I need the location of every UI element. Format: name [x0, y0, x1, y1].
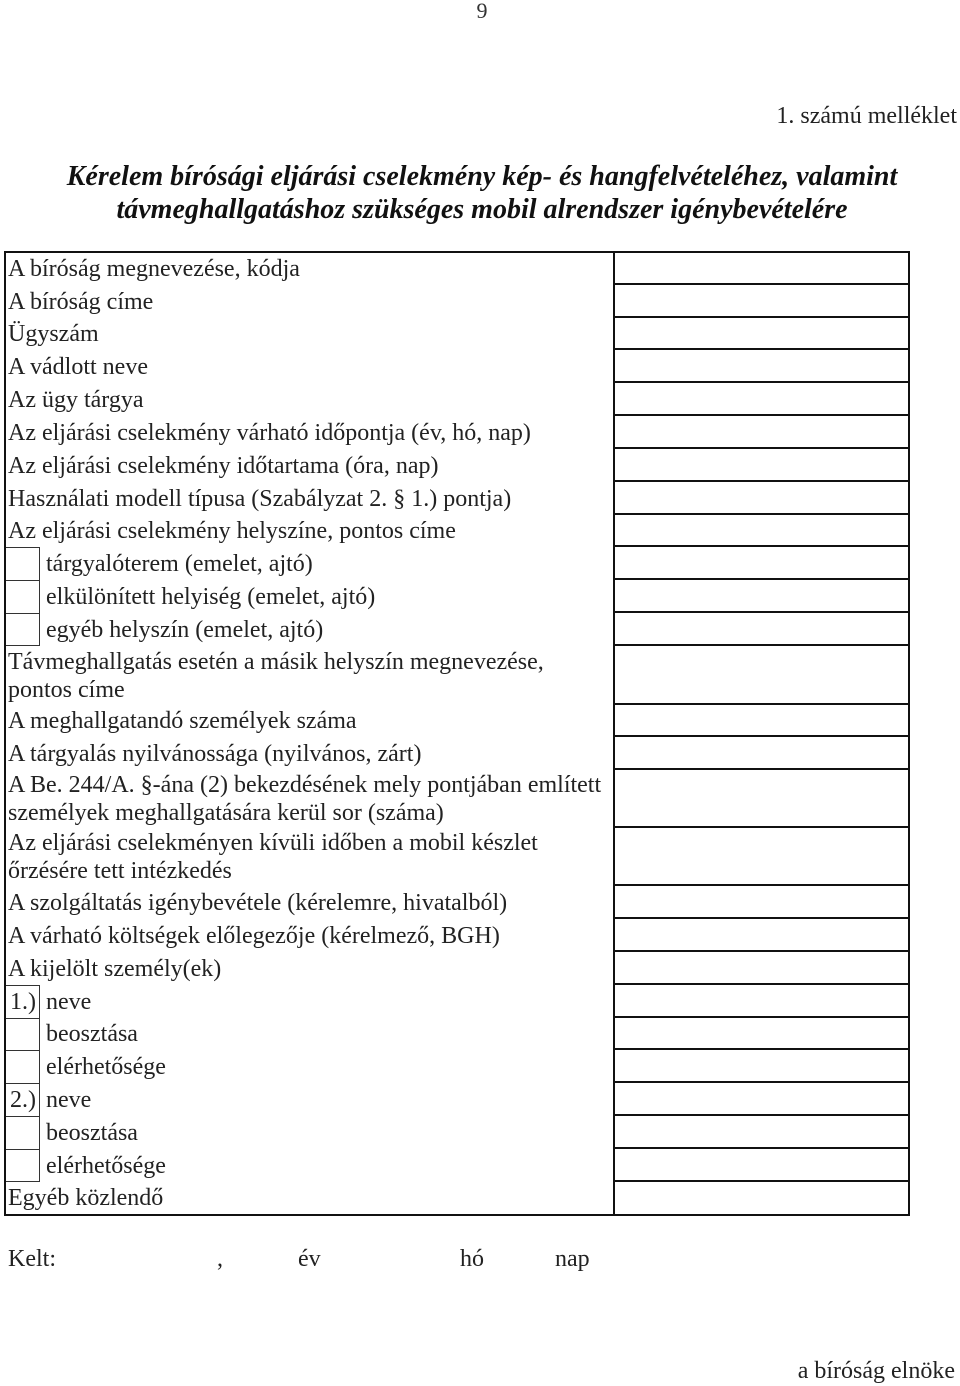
person-2-name-field[interactable] [613, 1083, 908, 1116]
designated-persons-label: A kijelölt személy(ek) [8, 955, 222, 982]
person-1-contact-label: elérhetősége [46, 1053, 166, 1080]
location-option [6, 580, 613, 613]
form-row [6, 737, 908, 770]
person-2-blank-cell [6, 1116, 40, 1149]
signature-label: a bíróság elnöke [797, 1358, 955, 1384]
person-1-blank-cell [6, 1050, 40, 1083]
designated-persons-field[interactable] [613, 952, 908, 985]
courtroom-checkbox[interactable] [6, 547, 40, 580]
person-2-name-label: neve [46, 1086, 92, 1113]
person-row [6, 1149, 613, 1182]
be-244a-label [6, 770, 613, 828]
remote-location-label-line-1: Távmeghallgatás esetén a másik helyszín megnevezése, [8, 648, 544, 675]
person-1-position-label: beosztása [46, 1021, 138, 1047]
storage-measure-label-line-2: őrzésére tett intézkedés [8, 858, 232, 884]
storage-measure-label-line-1: Az eljárási cselekményen kívüli időben a mobil készlet [8, 830, 538, 856]
location-field[interactable] [613, 515, 908, 547]
case-number-field[interactable] [613, 318, 908, 350]
persons-count-field[interactable] [613, 705, 908, 737]
person-row [6, 985, 613, 1018]
date-comma: , [217, 1246, 223, 1272]
other-notes-label: Egyéb közlendő [8, 1185, 164, 1211]
service-use-label: A szolgáltatás igénybevétele (kérelemre, hivatalból) [8, 889, 508, 916]
month-label: hó [460, 1246, 484, 1272]
form-row [6, 547, 908, 580]
form-row [6, 828, 908, 886]
form-row [6, 285, 908, 318]
be-244a-field[interactable] [613, 770, 908, 828]
person-1-position-field[interactable] [613, 1018, 908, 1050]
persons-count-label: A meghallgatandó személyek száma [8, 708, 357, 734]
person-1-name-field[interactable] [613, 985, 908, 1018]
location-option [6, 613, 613, 646]
form-row [6, 1083, 908, 1116]
person-2-position-label: beosztása [46, 1119, 138, 1146]
remote-location-label-line-2: pontos címe [8, 676, 125, 703]
other-notes-field[interactable] [613, 1182, 908, 1214]
form-row [6, 613, 908, 646]
form-row [6, 985, 908, 1018]
person-row [6, 1018, 613, 1050]
form-row [6, 886, 908, 919]
case-number-label: Ügyszám [8, 321, 99, 347]
other-location-field[interactable] [613, 613, 908, 646]
storage-measure-label [6, 828, 613, 886]
person-row [6, 1083, 613, 1116]
procedure-date-field[interactable] [613, 416, 908, 449]
procedure-duration-field[interactable] [613, 449, 908, 482]
person-2-blank-cell [6, 1149, 40, 1182]
year-label: év [298, 1246, 321, 1272]
separate-room-checkbox[interactable] [6, 580, 40, 613]
person-1-name-label: neve [46, 988, 92, 1015]
be-244a-label-line-2: személyek meghallgatására kerül sor (száma) [8, 800, 444, 826]
person-row [6, 1050, 613, 1083]
person-1-blank-cell [6, 1018, 40, 1050]
form-row [6, 383, 908, 416]
page-number: 9 [476, 0, 488, 23]
person-2-position-field[interactable] [613, 1116, 908, 1149]
document-title-line-2: távmeghallgatáshoz szükséges mobil alrendszer igénybevételére [116, 194, 848, 225]
remote-location-label [6, 646, 613, 705]
remote-location-field[interactable] [613, 646, 908, 705]
form-row [6, 705, 908, 737]
form-row [6, 919, 908, 952]
document-title [2, 160, 960, 226]
kelt-label: Kelt: [8, 1246, 56, 1272]
defendant-name-field[interactable] [613, 350, 908, 383]
form-row [6, 482, 908, 515]
form-row [6, 318, 908, 350]
form-row [6, 580, 908, 613]
usage-model-field[interactable] [613, 482, 908, 515]
case-subject-label: Az ügy tárgya [8, 386, 144, 413]
form-row [6, 770, 908, 828]
form-row [6, 350, 908, 383]
cost-advance-field[interactable] [613, 919, 908, 952]
person-2-contact-field[interactable] [613, 1149, 908, 1182]
form-row [6, 1116, 908, 1149]
procedure-date-label: Az eljárási cselekmény várható időpontja (év, hó, nap) [8, 419, 531, 446]
storage-measure-field[interactable] [613, 828, 908, 886]
person-2-contact-label: elérhetősége [46, 1152, 166, 1179]
day-label: nap [555, 1246, 590, 1272]
document-title-line-1: Kérelem bírósági eljárási cselekmény kép- és hangfelvételéhez, valamint [66, 161, 898, 192]
form-row [6, 416, 908, 449]
court-address-label: A bíróság címe [8, 288, 154, 315]
courtroom-label: tárgyalóterem (emelet, ajtó) [46, 550, 313, 577]
court-address-field[interactable] [613, 285, 908, 318]
person-2-number: 2.) [6, 1083, 40, 1116]
annex-label: 1. számú melléklet [776, 103, 957, 129]
form-row [6, 515, 908, 547]
location-label: Az eljárási cselekmény helyszíne, pontos címe [8, 518, 456, 544]
defendant-name-label: A vádlott neve [8, 353, 148, 380]
form-row [6, 646, 908, 705]
form-row [6, 1182, 908, 1214]
court-name-field[interactable] [613, 253, 908, 285]
separate-room-field[interactable] [613, 580, 908, 613]
other-location-checkbox[interactable] [6, 613, 40, 646]
publicity-field[interactable] [613, 737, 908, 770]
be-244a-label-line-1: A Be. 244/A. §-ána (2) bekezdésének mely pontjában említett [8, 772, 602, 798]
location-option [6, 547, 613, 580]
case-subject-field[interactable] [613, 383, 908, 416]
person-1-number: 1.) [6, 985, 40, 1018]
person-row [6, 1116, 613, 1149]
form-row [6, 449, 908, 482]
publicity-label: A tárgyalás nyilvánossága (nyilvános, zárt) [8, 740, 422, 767]
court-name-label: A bíróság megnevezése, kódja [8, 256, 300, 282]
service-use-field[interactable] [613, 886, 908, 919]
request-form-table [4, 251, 910, 1216]
courtroom-field[interactable] [613, 547, 908, 580]
cost-advance-label: A várható költségek előlegezője (kérelmező, BGH) [8, 922, 500, 949]
person-1-contact-field[interactable] [613, 1050, 908, 1083]
form-row [6, 1149, 908, 1182]
form-row [6, 253, 908, 285]
form-row [6, 1018, 908, 1050]
other-location-label: egyéb helyszín (emelet, ajtó) [46, 616, 324, 643]
form-row [6, 952, 908, 985]
form-row [6, 1050, 908, 1083]
separate-room-label: elkülönített helyiség (emelet, ajtó) [46, 583, 376, 610]
procedure-duration-label: Az eljárási cselekmény időtartama (óra, nap) [8, 452, 439, 479]
usage-model-label: Használati modell típusa (Szabályzat 2. § 1.) pontja) [8, 485, 512, 512]
